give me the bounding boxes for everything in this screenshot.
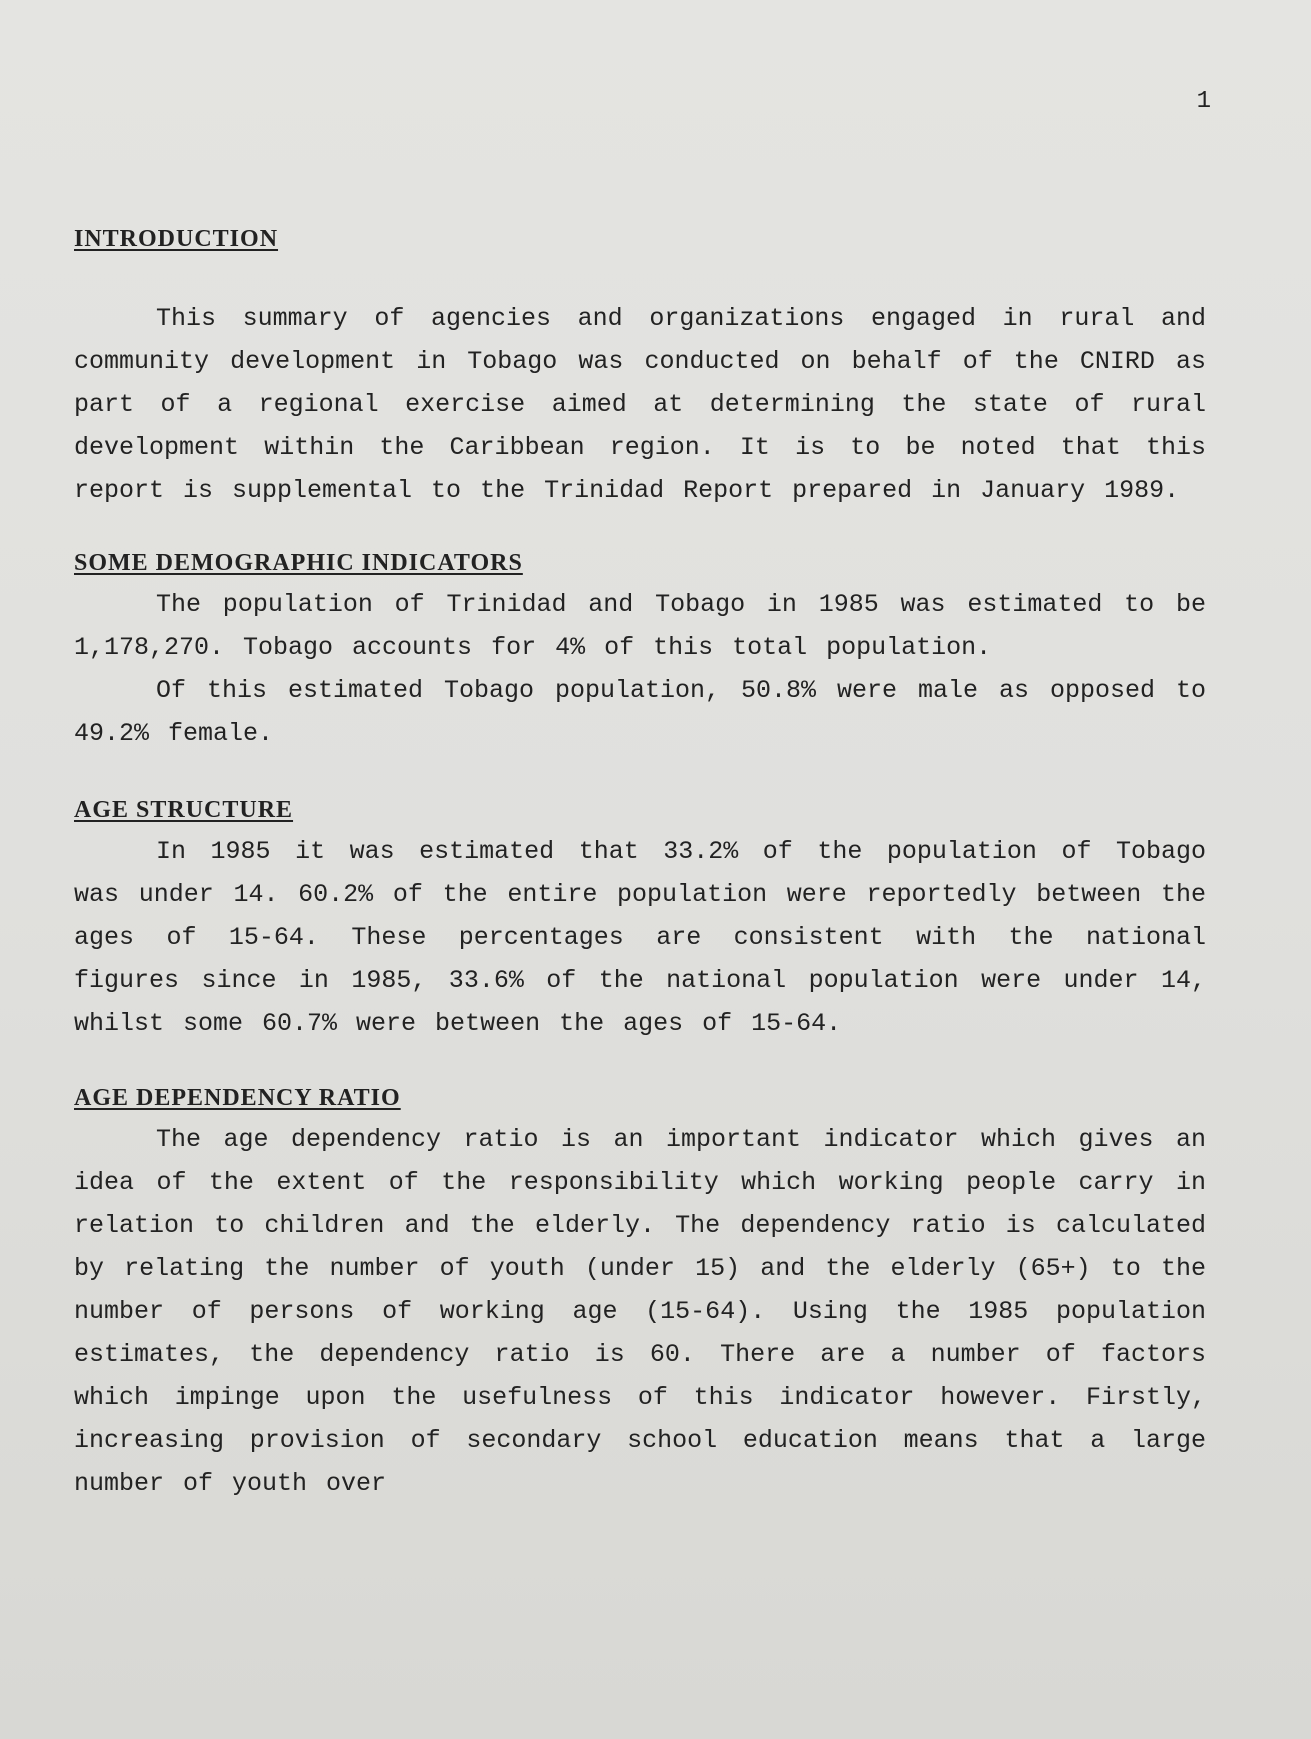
paragraph: The age dependency ratio is an important indicator which gives an idea of the extent of the responsibility which working people carry in relation to children and the elderly. The dependency ratio is calculated by relating the number of youth (under 15) and the elderly (65+) to the number of persons of working age (15-64). Using the 1985 population estimates, the dependency ratio is 60. There are a number of factors which impinge upon the usefulness of this indicator however. Firstly, increasing provision of secondary school education means that a large number of youth over <box>74 1125 1206 1498</box>
section-introduction <box>74 226 1206 512</box>
section-age-dependency-ratio <box>74 1085 1206 1505</box>
section-heading: AGE STRUCTURE <box>74 797 294 823</box>
section-heading: AGE DEPENDENCY RATIO <box>74 1085 401 1111</box>
page-number: 1 <box>1196 88 1211 115</box>
paragraph: In 1985 it was estimated that 33.2% of the population of Tobago was under 14. 60.2% of the entire population were reportedly between the ages of 15-64. These percentages are consistent with the national figures since in 1985, 33.6% of the national population were under 14, whilst some 60.7% were between the ages of 15-64. <box>74 837 1206 1038</box>
paragraph: The population of Trinidad and Tobago in 1985 was estimated to be 1,178,270. Tobago accounts for 4% of this total population. <box>74 590 1206 662</box>
section-heading: INTRODUCTION <box>74 226 279 252</box>
section-demographic-indicators <box>74 550 1206 755</box>
section-heading: SOME DEMOGRAPHIC INDICATORS <box>74 550 523 576</box>
paragraph: This summary of agencies and organizations engaged in rural and community development in Tobago was conducted on behalf of the CNIRD as part of a regional exercise aimed at determining the state of rural development within the Caribbean region. It is to be noted that this report is supplemental to the Trinidad Report prepared in January 1989. <box>74 304 1206 505</box>
paragraph: Of this estimated Tobago population, 50.8% were male as opposed to 49.2% female. <box>74 676 1206 748</box>
section-age-structure <box>74 797 1206 1045</box>
document-body <box>74 226 1206 1505</box>
